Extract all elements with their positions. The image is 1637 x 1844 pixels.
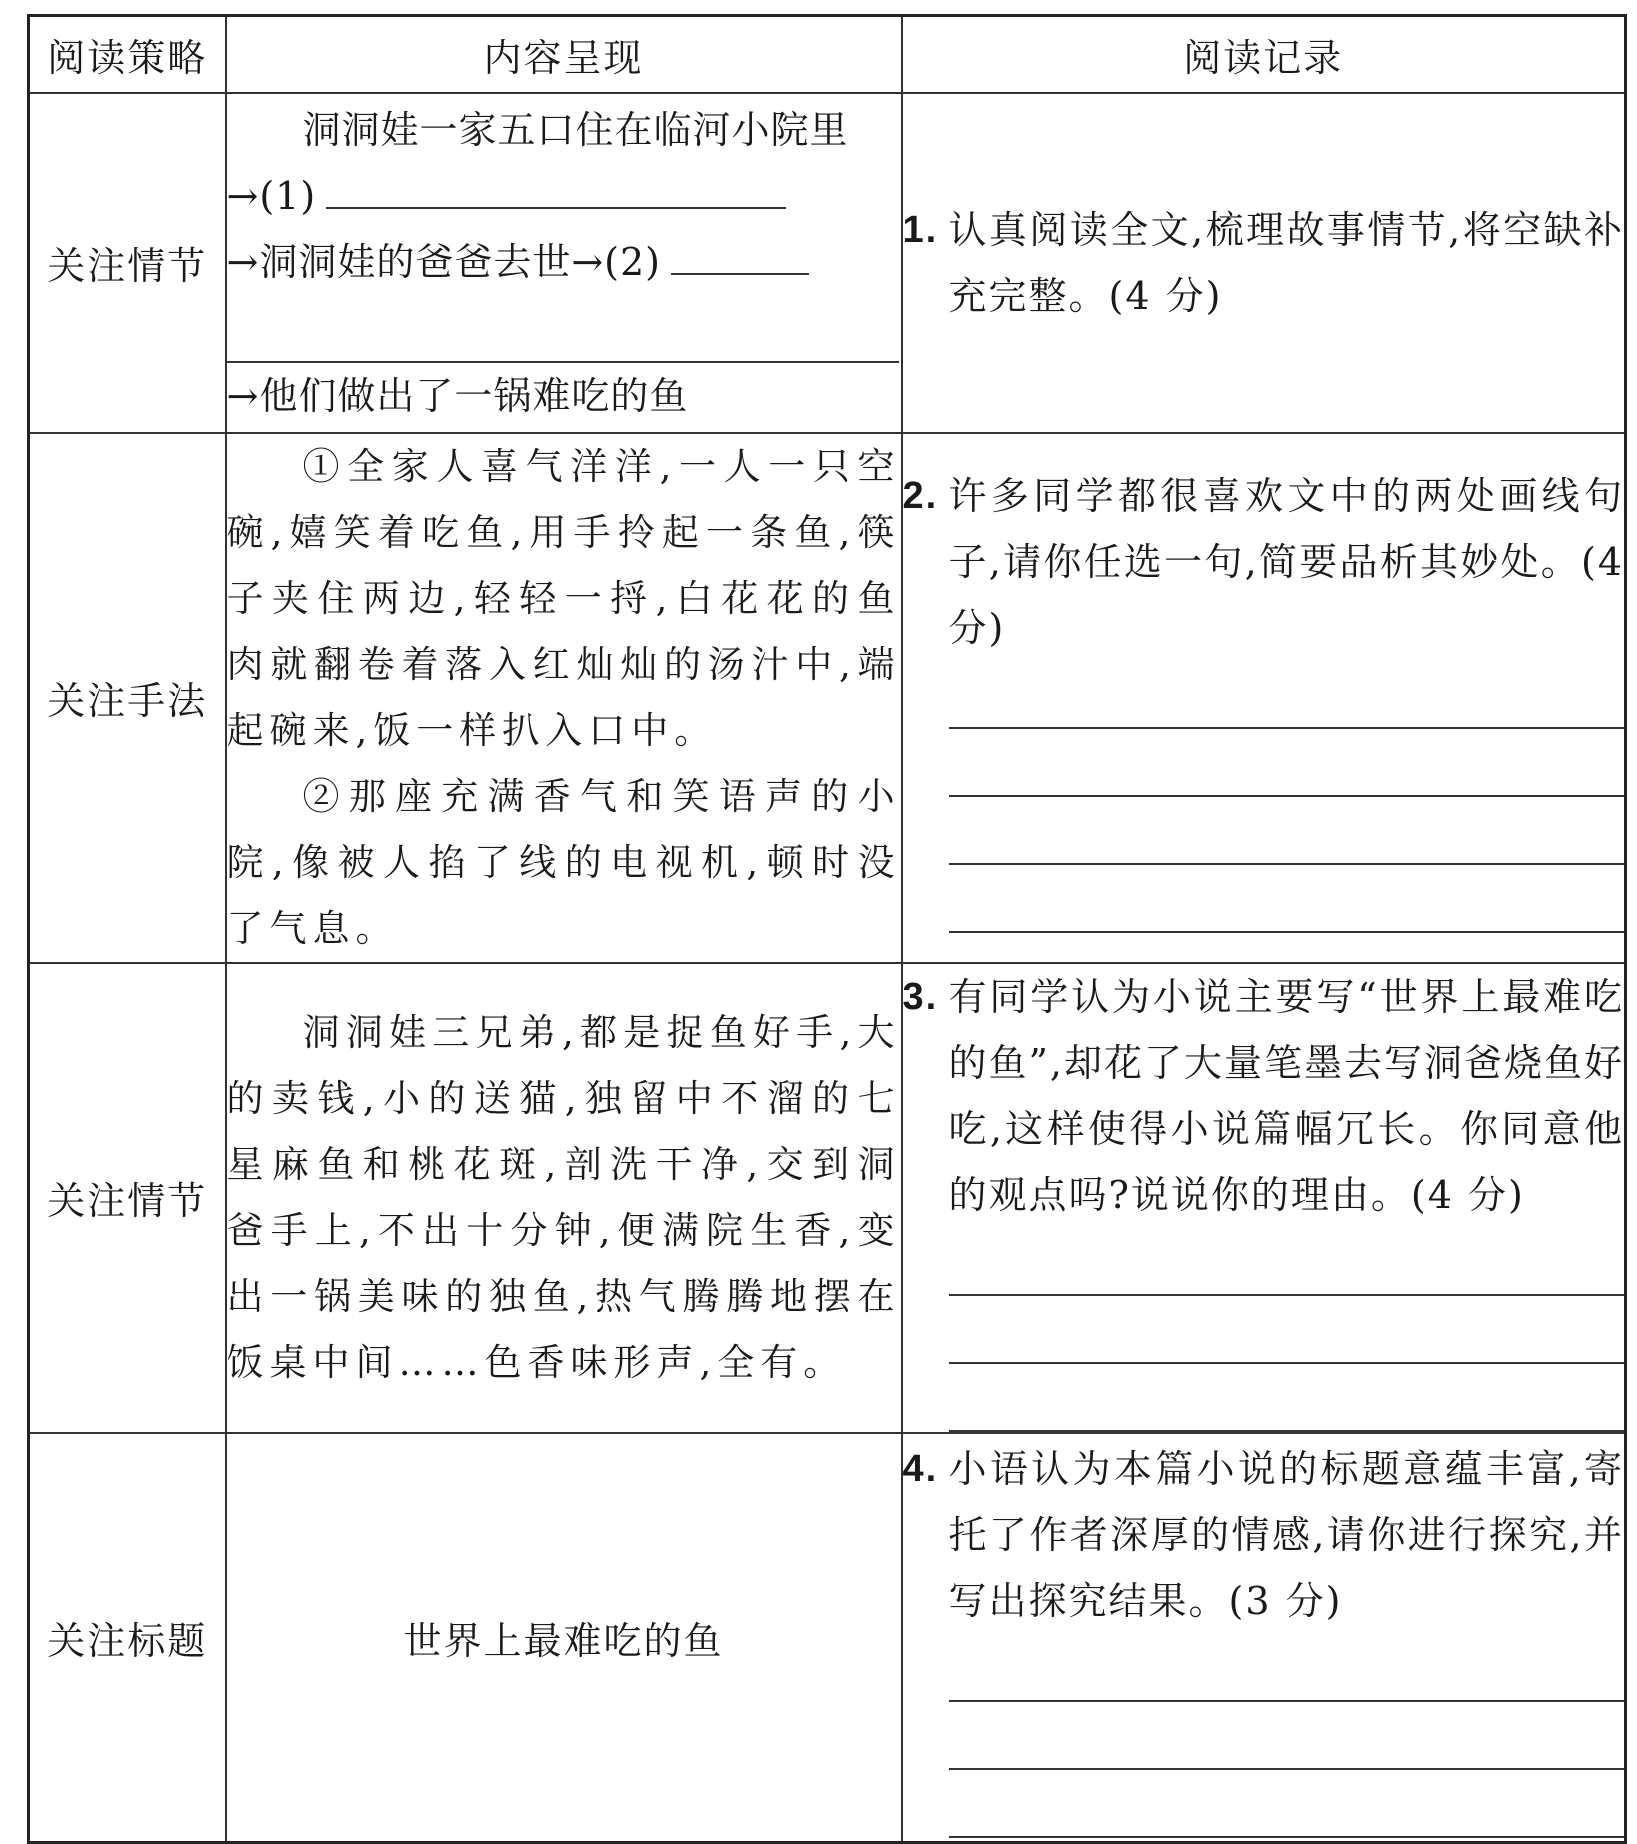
question-1: [903, 197, 1625, 329]
table-row: [29, 963, 1626, 1433]
answer-line[interactable]: [949, 1364, 1625, 1432]
record-cell: [902, 433, 1626, 963]
answer-line[interactable]: [949, 1228, 1625, 1296]
answer-line[interactable]: [949, 1702, 1625, 1770]
question-3: [903, 964, 1625, 1228]
plot-line-blank-2: [227, 229, 901, 295]
answer-area[interactable]: [949, 1634, 1625, 1838]
content-cell: [226, 1433, 902, 1843]
answer-line[interactable]: [949, 729, 1625, 797]
story-title: 世界上最难吃的鱼: [403, 1618, 724, 1663]
table-header-row: [29, 16, 1626, 93]
content-cell: [226, 433, 902, 963]
table-row: [29, 93, 1626, 433]
strategy-cell: 关注标题: [29, 1433, 226, 1843]
fill-blank-2-continued[interactable]: [227, 295, 899, 363]
question-text: 小语认为本篇小说的标题意蕴丰富,寄托了作者深厚的情感,请你进行探究,并写出探究结果。(3 分): [948, 1447, 1624, 1624]
blank-label-2: →洞洞娃的爸爸去世→(2): [226, 239, 662, 284]
header-content: 内容呈现: [226, 16, 902, 93]
header-strategy: 阅读策略: [29, 16, 226, 93]
plot-line: 洞洞娃一家五口住在临河小院里: [302, 107, 849, 152]
answer-line[interactable]: [949, 1634, 1625, 1702]
header-record: 阅读记录: [902, 16, 1626, 93]
question-number: 2.: [902, 474, 939, 517]
strategy-cell: 关注情节: [29, 93, 226, 433]
question-2: [903, 463, 1625, 661]
answer-area[interactable]: [949, 1228, 1625, 1432]
table-row: [29, 433, 1626, 963]
question-number: 3.: [902, 975, 939, 1018]
excerpt-paragraph-2: ②那座充满香气和笑语声的小院,像被人掐了线的电视机,顿时没了气息。: [226, 774, 901, 950]
plot-line: →他们做出了一锅难吃的鱼: [226, 373, 689, 418]
record-cell: [902, 93, 1626, 433]
fill-blank-2[interactable]: [671, 263, 809, 275]
answer-line[interactable]: [949, 1296, 1625, 1364]
answer-line[interactable]: [949, 1770, 1625, 1838]
blank-label-1: →(1): [226, 173, 317, 218]
strategy-cell: 关注情节: [29, 963, 226, 1433]
question-text: 许多同学都很喜欢文中的两处画线句子,请你任选一句,简要品析其妙处。(4 分): [948, 473, 1624, 650]
record-cell: [902, 963, 1626, 1433]
reading-strategy-table: [27, 14, 1627, 1844]
fill-blank-1[interactable]: [326, 197, 786, 209]
content-cell: [226, 93, 902, 433]
answer-line[interactable]: [949, 661, 1625, 729]
excerpt-paragraph-1: ①全家人喜气洋洋,一人一只空碗,嬉笑着吃鱼,用手拎起一条鱼,筷子夹住两边,轻轻一捋,白花花的鱼肉就翻卷着落入红灿灿的汤汁中,端起碗来,饭一样扒入口中。: [226, 444, 901, 752]
question-number: 1.: [902, 208, 939, 251]
content-cell: [226, 963, 902, 1433]
question-4: [903, 1436, 1625, 1634]
excerpt-paragraph: 洞洞娃三兄弟,都是捉鱼好手,大的卖钱,小的送猫,独留中不溜的七星麻鱼和桃花斑,剖洗干净,交到洞爸手上,不出十分钟,便满院生香,变出一锅美味的独鱼,热气腾腾地摆在饭桌中间……色香味形声,全有。: [226, 1010, 901, 1384]
answer-line[interactable]: [949, 865, 1625, 933]
question-number: 4.: [902, 1448, 939, 1491]
answer-line[interactable]: [949, 797, 1625, 865]
record-cell: [902, 1433, 1626, 1843]
question-text: 有同学认为小说主要写“世界上最难吃的鱼”,却花了大量笔墨去写洞爸烧鱼好吃,这样使得小说篇幅冗长。你同意他的观点吗?说说你的理由。(4 分): [948, 974, 1625, 1217]
plot-line-blank-1: [227, 163, 901, 229]
answer-area[interactable]: [949, 661, 1625, 933]
question-text: 认真阅读全文,梳理故事情节,将空缺补充完整。(4 分): [948, 207, 1624, 318]
strategy-cell: 关注手法: [29, 433, 226, 963]
table-row: [29, 1433, 1626, 1843]
